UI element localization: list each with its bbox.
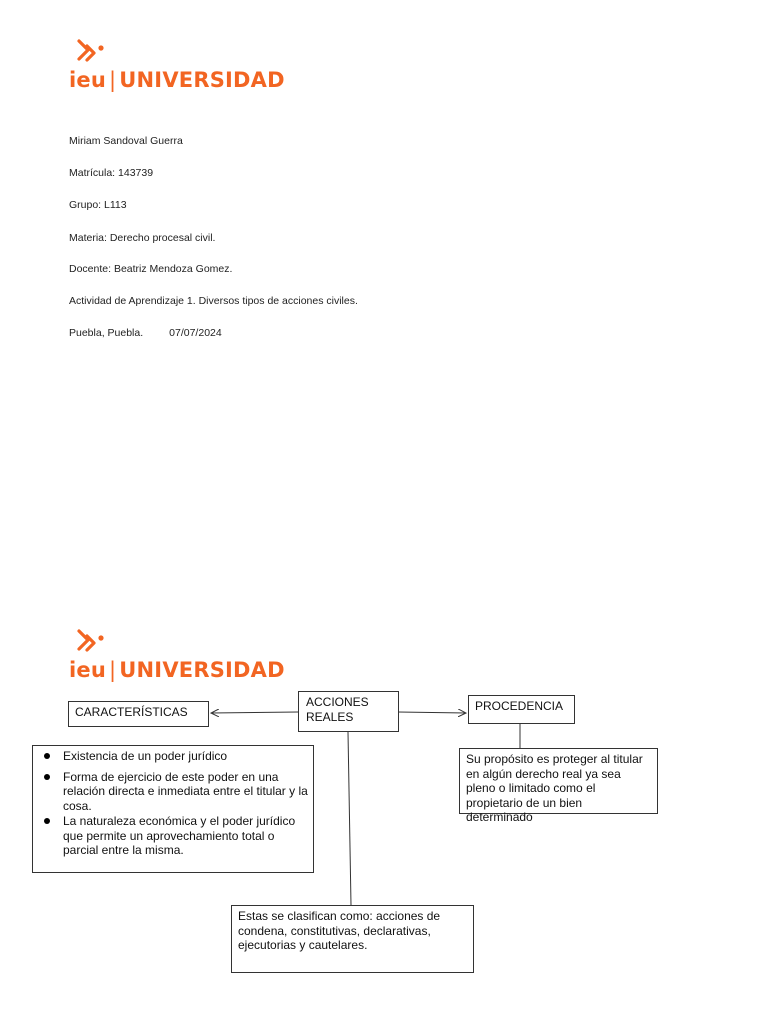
line-center-to-bottom bbox=[348, 732, 351, 905]
center-node-label: ACCIONES REALES bbox=[306, 695, 369, 724]
procedencia-description-box bbox=[459, 748, 658, 824]
group: Grupo: L113 bbox=[69, 199, 127, 211]
date: 07/07/2024 bbox=[169, 327, 222, 339]
caracteristicas-list-box bbox=[32, 745, 314, 873]
list-item: Existencia de un poder jurídico bbox=[37, 749, 309, 764]
clasificacion-box bbox=[231, 905, 474, 973]
caracteristicas-label: CARACTERÍSTICAS bbox=[75, 705, 188, 719]
center-node-acciones-reales bbox=[298, 691, 399, 732]
list-item: La naturaleza económica y el poder jurídico que permite un aprovechamiento total o parcial entre la misma. bbox=[37, 814, 309, 858]
activity: Actividad de Aprendizaje 1. Diversos tipos de acciones civiles. bbox=[69, 295, 358, 307]
procedencia-description: Su propósito es proteger al titular en algún derecho real ya sea pleno o limitado como el propietario de un bien determinado bbox=[466, 752, 643, 824]
logo-name: UNIVERSIDAD bbox=[119, 658, 285, 682]
caracteristicas-list bbox=[37, 749, 309, 858]
place: Puebla, Puebla. bbox=[69, 327, 144, 339]
logo-wordmark: ieu | UNIVERSIDAD bbox=[69, 658, 285, 682]
caracteristicas-node bbox=[68, 701, 209, 727]
logo-name: UNIVERSIDAD bbox=[119, 68, 285, 92]
procedencia-node bbox=[468, 695, 575, 724]
teacher: Docente: Beatriz Mendoza Gomez. bbox=[69, 263, 233, 275]
logo-wordmark: ieu | UNIVERSIDAD bbox=[69, 68, 285, 92]
student-name: Miriam Sandoval Guerra bbox=[69, 135, 183, 147]
arrow-to-caracteristicas bbox=[211, 712, 298, 713]
logo-brand: ieu bbox=[69, 68, 106, 92]
list-item: Forma de ejercicio de este poder en una relación directa e inmediata entre el titular y la cosa. bbox=[37, 770, 309, 814]
enrollment: Matrícula: 143739 bbox=[69, 167, 154, 179]
arrow-to-procedencia bbox=[398, 712, 466, 713]
logo-brand: ieu bbox=[69, 658, 106, 682]
clasificacion-text: Estas se clasifican como: acciones de condena, constitutivas, declarativas, ejecutorias y cautelares. bbox=[238, 909, 441, 952]
subject: Materia: Derecho procesal civil. bbox=[69, 232, 216, 244]
procedencia-label: PROCEDENCIA bbox=[475, 699, 564, 713]
